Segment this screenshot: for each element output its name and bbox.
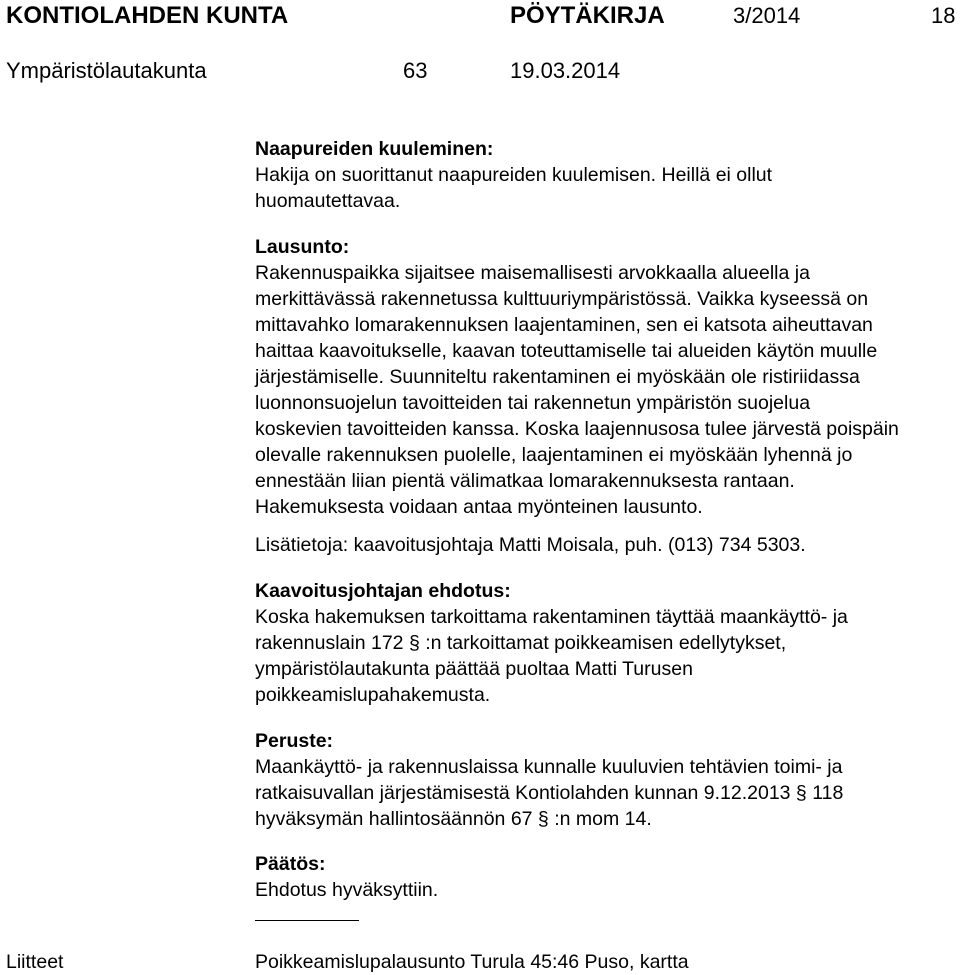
page-number: 18	[931, 3, 956, 28]
signature-divider	[255, 920, 359, 921]
section-heading: Naapureiden kuuleminen:	[255, 138, 494, 160]
section-decision	[255, 851, 438, 903]
body-line: järjestämiselle. Suunniteltu rakentaminen ei myöskään ole ristiriidassa	[255, 366, 860, 388]
section-heading: Peruste:	[255, 730, 334, 752]
body-line: olevalle rakennuksen puolelle, laajentaminen ei myöskään lyhennä jo	[255, 444, 853, 466]
section-heading: Kaavoitusjohtajan ehdotus:	[255, 580, 511, 602]
body-line: Hakemuksesta voidaan antaa myönteinen lausunto.	[255, 496, 703, 518]
section-neighbours	[255, 136, 772, 214]
body-line: Lisätietoja: kaavoitusjohtaja Matti Moisala, puh. (013) 734 5303.	[255, 534, 806, 556]
body-line: hyväksymän hallintosäännön 67 § :n mom 14.	[255, 808, 652, 830]
body-line: Maankäyttö- ja rakennuslaissa kunnalle kuuluvien tehtävien toimi- ja	[255, 756, 843, 778]
body-line: Hakija on suorittanut naapureiden kuulemisen. Heillä ei ollut	[255, 164, 773, 186]
document-type: PÖYTÄKIRJA	[510, 2, 665, 29]
body-line: mittavahko lomarakennuksen laajentaminen, sen ei katsota aiheuttavan	[255, 314, 873, 336]
body-line: ratkaisuvallan järjestämisestä Kontiolahden kunnan 9.12.2013 § 118	[255, 782, 844, 804]
body-line: Ehdotus hyväksyttiin.	[255, 879, 439, 901]
section-number: 63	[403, 58, 428, 83]
body-line: Koska hakemuksen tarkoittama rakentaminen täyttää maankäyttö- ja	[255, 606, 848, 628]
body-line: haittaa kaavoitukselle, kaavan toteuttamiselle tai alueiden käytön muulle	[255, 340, 878, 362]
body-line: ennestään liian pientä välimatkaa lomarakennuksesta rantaan.	[255, 470, 795, 492]
body-line: koskevien tavoitteiden kanssa. Koska laajennusosa tulee järvestä poispäin	[255, 418, 899, 440]
section-grounds	[255, 728, 843, 832]
body-line: ympäristölautakunta päättää puoltaa Matti Turusen	[255, 658, 693, 680]
contact-info	[255, 532, 806, 558]
body-line: huomautettavaa.	[255, 190, 401, 212]
attachments-label: Liitteet	[6, 951, 64, 973]
committee-name: Ympäristölautakunta	[6, 58, 207, 83]
section-statement	[255, 234, 899, 520]
section-heading: Lausunto:	[255, 236, 350, 258]
body-line: poikkeamislupahakemusta.	[255, 684, 491, 706]
body-line: Rakennuspaikka sijaitsee maisemallisesti arvokkaalla alueella ja	[255, 262, 810, 284]
body-line: rakennuslain 172 § :n tarkoittamat poikkeamisen edellytykset,	[255, 632, 787, 654]
municipality-name: KONTIOLAHDEN KUNTA	[6, 2, 289, 29]
section-heading: Päätös:	[255, 853, 326, 875]
body-line: luonnonsuojelun tavoitteiden tai rakennetun ympäristön suojelua	[255, 392, 811, 414]
body-line: merkittävässä rakennetussa kulttuuriympäristössä. Vaikka kyseessä on	[255, 288, 869, 310]
section-proposal	[255, 578, 848, 708]
meeting-date: 19.03.2014	[510, 58, 621, 83]
attachments-value: Poikkeamislupalausunto Turula 45:46 Puso, kartta	[255, 951, 689, 973]
issue-number: 3/2014	[733, 3, 801, 28]
